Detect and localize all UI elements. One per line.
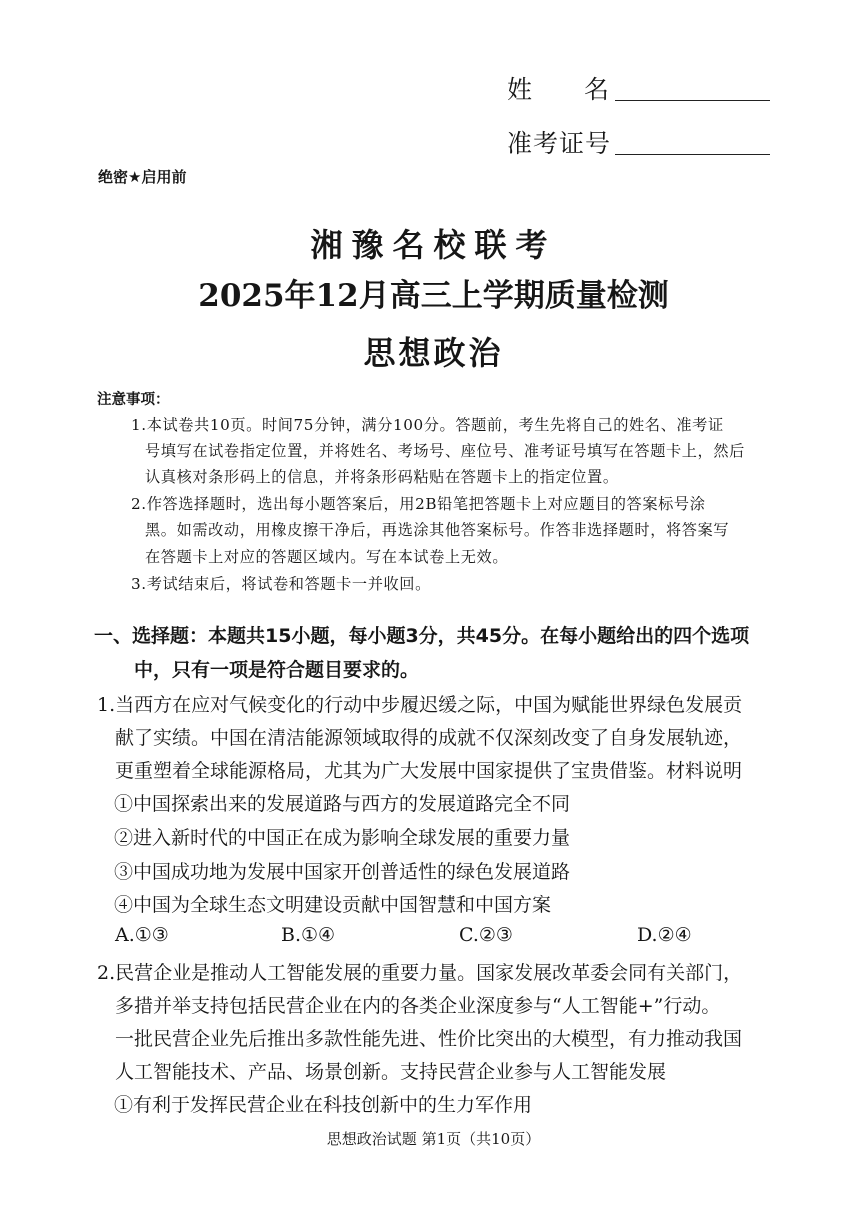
- note-line: 1.本试卷共10页。时间75分钟，满分100分。答题前，考生先将自己的姓名、准考证: [131, 416, 724, 434]
- question-stem: 2.民营企业是推动人工智能发展的重要力量。国家发展改革委会同有关部门，: [97, 962, 743, 984]
- note-line: 黑。如需改动，用橡皮擦干净后，再选涂其他答案标号。作答非选择题时，将答案写: [145, 521, 730, 539]
- subject-title: 思想政治: [363, 334, 504, 372]
- note-line: 号填写在试卷指定位置，并将姓名、考场号、座位号、准考证号填写在答题卡上，然后: [145, 442, 745, 460]
- notes-heading: 注意事项：: [97, 392, 170, 408]
- exam-id-field: [507, 124, 611, 160]
- question-option: ③中国成功地为发展中国家开创普适性的绿色发展道路: [114, 861, 571, 883]
- exam-title: 湘豫名校联考: [310, 226, 557, 264]
- question-option: ①有利于发挥民营企业在科技创新中的生力军作用: [114, 1094, 533, 1116]
- choice-d: D.②④: [637, 924, 692, 946]
- page-footer: 思想政治试题 第1页（共10页）: [326, 1130, 541, 1148]
- question-option: ①中国探索出来的发展道路与西方的发展道路完全不同: [114, 793, 571, 815]
- question-option: ④中国为全球生态文明建设贡献中国智慧和中国方案: [114, 894, 552, 916]
- section-heading: 一、选择题：本题共15小题，每小题3分，共45分。在每小题给出的四个选项: [94, 625, 750, 647]
- question-stem: 多措并举支持包括民营企业在内的各类企业深度参与“人工智能+”行动。: [115, 995, 721, 1017]
- section-heading-cont: 中，只有一项是符合题目要求的。: [134, 659, 420, 681]
- question-option: ②进入新时代的中国正在成为影响全球发展的重要力量: [114, 827, 571, 849]
- note-line: 3.考试结束后，将试卷和答题卡一并收回。: [131, 575, 431, 593]
- exam-subtitle: 2025年12月高三上学期质量检测: [198, 278, 669, 314]
- question-stem: 一批民营企业先后推出多款性能先进、性价比突出的大模型，有力推动我国: [115, 1028, 743, 1050]
- choice-b: B.①④: [281, 924, 336, 946]
- exam-id-label: 准考证号: [507, 129, 612, 158]
- name-field: [507, 70, 661, 106]
- question-stem: 人工智能技术、产品、场景创新。支持民营企业参与人工智能发展: [115, 1061, 667, 1083]
- name-underline: [615, 100, 770, 101]
- exam-id-underline: [615, 154, 770, 155]
- note-line: 2.作答选择题时，选出每小题答案后，用2B铅笔把答题卡上对应题目的答案标号涂: [131, 495, 706, 513]
- note-line: 认真核对条形码上的信息，并将条形码粘贴在答题卡上的指定位置。: [145, 468, 619, 486]
- note-line: 在答题卡上对应的答题区域内。写在本试卷上无效。: [145, 548, 509, 566]
- question-stem: 1.当西方在应对气候变化的行动中步履迟缓之际，中国为赋能世界绿色发展贡: [97, 694, 743, 716]
- question-stem: 更重塑着全球能源格局，尤其为广大发展中国家提供了宝贵借鉴。材料说明: [115, 760, 743, 782]
- secret-note: 绝密★启用前: [98, 168, 187, 186]
- choice-a: A.①③: [115, 924, 169, 946]
- question-stem: 献了实绩。中国在清洁能源领域取得的成就不仅深刻改变了自身发展轨迹，: [115, 727, 743, 749]
- choice-c: C.②③: [459, 924, 513, 946]
- name-label: 姓名: [507, 75, 662, 104]
